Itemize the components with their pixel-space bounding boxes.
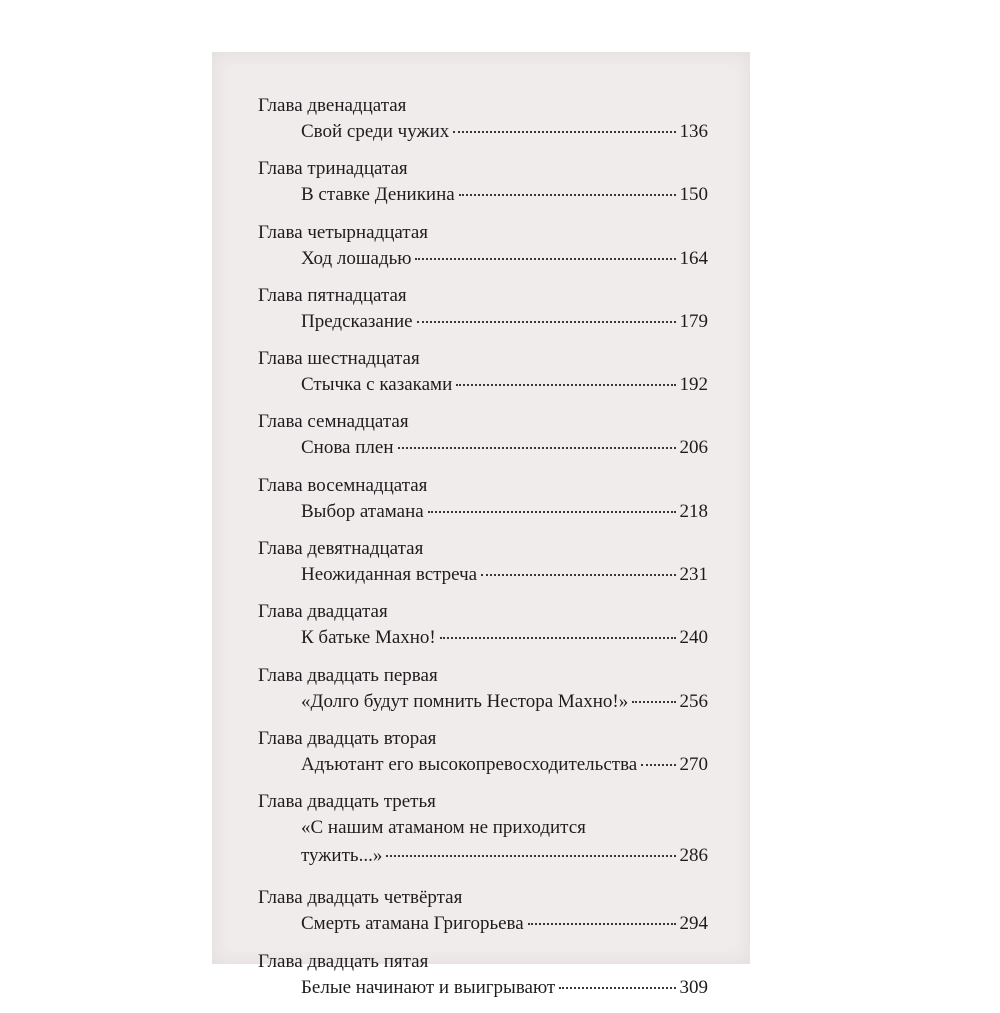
toc-entry xyxy=(258,474,708,537)
chapter-heading: Глава тринадцатая xyxy=(258,158,408,180)
toc-entry xyxy=(258,410,708,473)
chapter-title: Неожиданная встреча xyxy=(301,564,478,586)
page-number: 231 xyxy=(679,564,708,586)
dot-leader xyxy=(641,764,675,766)
table-of-contents xyxy=(258,94,708,1013)
dot-leader xyxy=(415,258,675,260)
dot-leader xyxy=(632,701,675,703)
dot-leader xyxy=(440,637,676,639)
chapter-title-line xyxy=(301,434,708,462)
chapter-title: Выбор атамана xyxy=(301,500,424,522)
chapter-title-line xyxy=(301,688,708,716)
chapter-heading: Глава двадцатая xyxy=(258,601,388,623)
page-number: 164 xyxy=(679,247,708,269)
chapter-heading: Глава семнадцатая xyxy=(258,411,409,433)
dot-leader xyxy=(459,194,676,196)
chapter-title-line xyxy=(301,910,708,938)
chapter-title: Снова плен xyxy=(301,437,394,459)
chapter-title: Предсказание xyxy=(301,310,413,332)
dot-leader xyxy=(417,321,676,323)
chapter-title-line xyxy=(301,751,708,779)
page-number: 270 xyxy=(679,753,708,775)
chapter-title: Свой среди чужих xyxy=(301,121,450,142)
chapter-title: Стычка с казаками xyxy=(301,374,453,396)
chapter-title: В ставке Деникина xyxy=(301,184,455,206)
chapter-title-line xyxy=(301,371,708,399)
chapter-title-line xyxy=(301,974,708,1002)
toc-entry xyxy=(258,790,708,886)
toc-entry xyxy=(258,221,708,284)
dot-leader xyxy=(428,511,676,513)
dot-leader xyxy=(559,987,675,989)
chapter-title: «Долго будут помнить Нестора Махно!» xyxy=(301,690,629,712)
chapter-title: Смерть атамана Григорьева xyxy=(301,913,524,935)
dot-leader xyxy=(528,923,676,925)
chapter-title-line xyxy=(301,245,708,273)
chapter-heading: Глава двадцать вторая xyxy=(258,727,437,749)
chapter-heading: Глава пятнадцатая xyxy=(258,284,407,306)
toc-entry xyxy=(258,284,708,347)
toc-entry xyxy=(258,950,708,1013)
page-number: 150 xyxy=(679,184,708,206)
toc-entry xyxy=(258,886,708,949)
toc-entry xyxy=(258,94,708,157)
toc-entry xyxy=(258,347,708,410)
chapter-title: Адъютант его высокопревосходительства xyxy=(301,753,638,775)
chapter-title-line xyxy=(301,181,708,209)
toc-entry xyxy=(258,157,708,220)
dot-leader xyxy=(386,855,675,857)
chapter-title-first-line: «С нашим атаманом не приходится xyxy=(301,817,586,839)
chapter-heading: Глава двадцать первая xyxy=(258,664,438,686)
page-number: 136 xyxy=(679,121,708,142)
page-number: 286 xyxy=(679,845,708,867)
page-number: 206 xyxy=(679,437,708,459)
page-number: 309 xyxy=(679,976,708,998)
chapter-title-line xyxy=(301,498,708,526)
toc-entry xyxy=(258,537,708,600)
chapter-heading: Глава восемнадцатая xyxy=(258,474,428,496)
chapter-title-continued: тужить...» xyxy=(301,845,383,867)
chapter-title: Ход лошадью xyxy=(301,247,412,269)
page-number: 240 xyxy=(679,627,708,649)
chapter-title: Белые начинают и выигрывают xyxy=(301,976,556,998)
chapter-heading: Глава двенадцатая xyxy=(258,95,407,116)
dot-leader xyxy=(456,384,675,386)
page-number: 294 xyxy=(679,913,708,935)
dot-leader xyxy=(453,131,675,133)
chapter-heading: Глава двадцать третья xyxy=(258,791,436,813)
page-number: 192 xyxy=(679,374,708,396)
chapter-heading: Глава двадцать пятая xyxy=(258,950,429,972)
chapter-title-line xyxy=(301,118,708,146)
page-number: 256 xyxy=(679,690,708,712)
dot-leader xyxy=(398,447,676,449)
chapter-heading: Глава шестнадцатая xyxy=(258,348,420,370)
chapter-title-line xyxy=(301,561,708,589)
page-number: 179 xyxy=(679,310,708,332)
chapter-heading: Глава четырнадцатая xyxy=(258,221,429,243)
page-number: 218 xyxy=(679,500,708,522)
toc-entry xyxy=(258,664,708,727)
toc-entry xyxy=(258,727,708,790)
chapter-title-line xyxy=(301,308,708,336)
chapter-heading: Глава девятнадцатая xyxy=(258,538,424,560)
dot-leader xyxy=(481,574,675,576)
chapter-title: К батьке Махно! xyxy=(301,627,436,649)
toc-entry xyxy=(258,600,708,663)
chapter-title-line xyxy=(301,842,708,870)
chapter-heading: Глава двадцать четвёртая xyxy=(258,887,463,909)
chapter-title-line xyxy=(301,624,708,652)
